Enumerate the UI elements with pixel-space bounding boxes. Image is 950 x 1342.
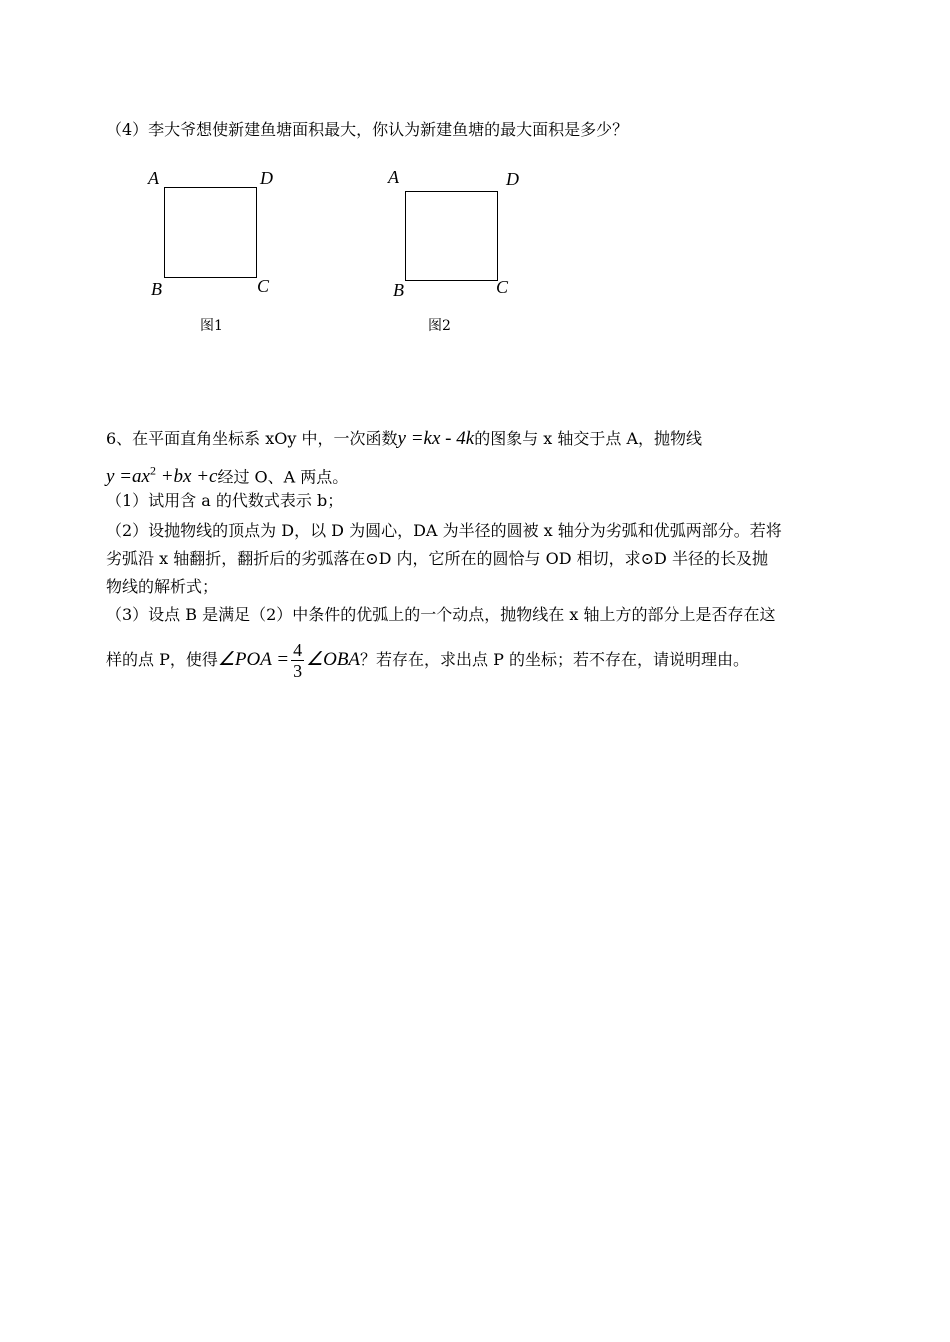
subquestion-3-line-1: （3）设点 B 是满足（2）中条件的优弧上的一个动点，抛物线在 x 轴上方的部分上是否存在这 bbox=[106, 605, 776, 624]
vertex-c-label: C bbox=[257, 276, 270, 296]
angle-equation: ∠POA = $\frac{4}{3}$ ∠OBA bbox=[217, 640, 361, 682]
subquestion-3-text-cont: ？若存在，求出点 P 的坐标；若不存在，请说明理由。 bbox=[360, 650, 749, 669]
vertex-b-label: B bbox=[151, 279, 162, 299]
linear-function-eq: y =kx - 4k bbox=[397, 428, 475, 449]
problem-6-intro: 6、在平面直角坐标系 xOy 中，一次函数 bbox=[106, 429, 398, 448]
vertex-b-label: B bbox=[393, 280, 404, 300]
subquestion-2-line-3: 物线的解析式； bbox=[106, 577, 219, 596]
subquestion-2-line-1: （2）设抛物线的顶点为 D，以 D 为圆心，DA 为半径的圆被 x 轴分为劣弧和优弧两部分。若将 bbox=[106, 521, 782, 540]
vertex-c-label: C bbox=[496, 277, 509, 297]
problem-6-line-1 bbox=[106, 425, 702, 453]
subquestion-3-line-2 bbox=[106, 640, 749, 681]
figure-2-caption: 图2 bbox=[428, 318, 451, 334]
subquestion-3-text: 样的点 P，使得 bbox=[106, 650, 218, 669]
subquestion-1: （1）试用含 a 的代数式表示 b； bbox=[106, 491, 344, 510]
vertex-a-label: A bbox=[388, 167, 399, 187]
parabola-eq: $y =ax^2 +bx +c$ bbox=[106, 464, 218, 488]
fraction-four-thirds: $\frac{4}{3}$ bbox=[293, 640, 303, 682]
subquestion-2-line-2: 劣弧沿 x 轴翻折，翻折后的劣弧落在⊙D 内，它所在的圆恰与 OD 相切，求⊙D 半径的长及抛 bbox=[106, 549, 768, 568]
square-abcd-1 bbox=[164, 187, 257, 278]
figure-1-caption: 图1 bbox=[200, 318, 223, 334]
parabola-condition: 经过 O、A 两点。 bbox=[217, 467, 349, 487]
question-4: （4）李大爷想使新建鱼塘面积最大，你认为新建鱼塘的最大面积是多少？ bbox=[106, 120, 629, 139]
vertex-d-label: D bbox=[260, 168, 273, 188]
vertex-a-label: A bbox=[148, 168, 159, 188]
square-abcd-2 bbox=[405, 191, 498, 281]
problem-6-intro-cont: 的图象与 x 轴交于点 A，抛物线 bbox=[474, 429, 703, 448]
vertex-d-label: D bbox=[506, 169, 519, 189]
